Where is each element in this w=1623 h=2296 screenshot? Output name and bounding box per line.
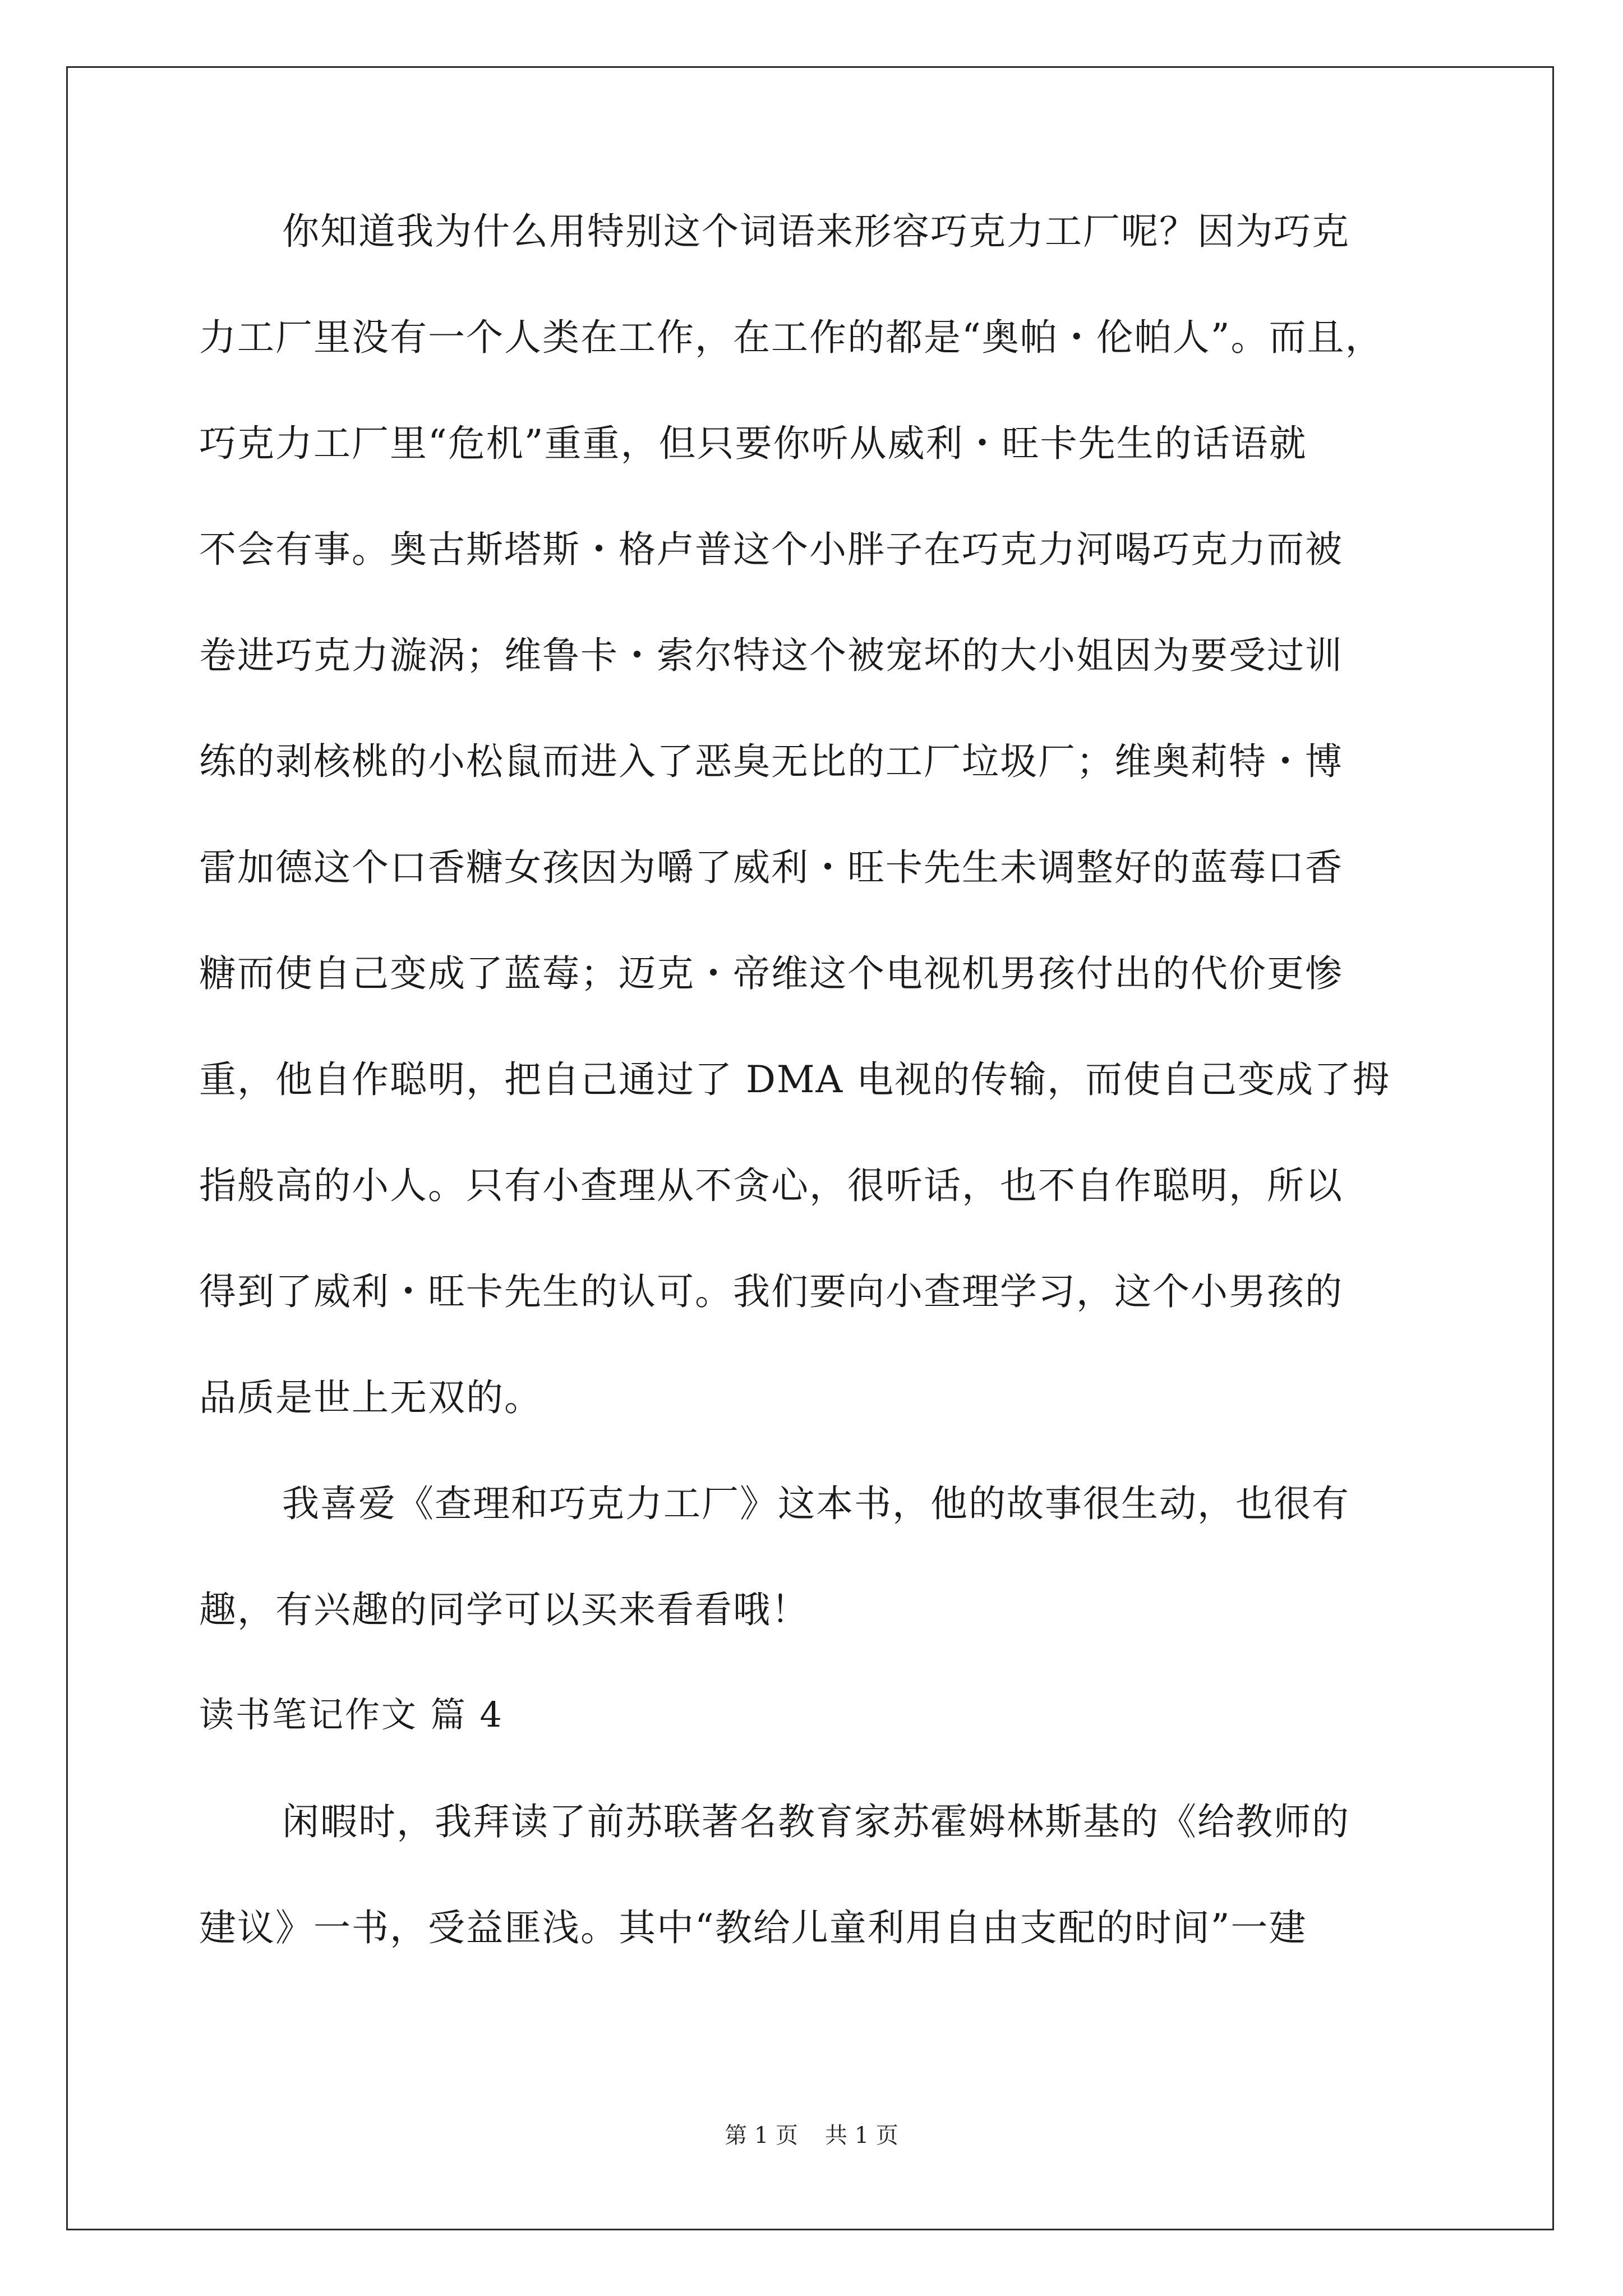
- paragraph-line: 练的剥核桃的小松鼠而进入了恶臭无比的工厂垃圾厂；维奥莉特・博: [199, 740, 1343, 783]
- page-footer: [0, 2118, 1623, 2150]
- section-heading: 读书笔记作文 篇 4: [199, 1694, 504, 1735]
- paragraph-line: 卷进巧克力漩涡；维鲁卡・索尔特这个被宠坏的大小姐因为要受过训: [199, 634, 1343, 677]
- paragraph-line: 你知道我为什么用特别这个词语来形容巧克力工厂呢？因为巧克: [282, 210, 1350, 253]
- paragraph-line: 糖而使自己变成了蓝莓；迈克・帝维这个电视机男孩付出的代价更惨: [199, 952, 1343, 995]
- paragraph-line: 建议》一书，受益匪浅。其中“教给儿童利用自由支配的时间”一建: [199, 1906, 1307, 1949]
- paragraph-line: 巧克力工厂里“危机”重重，但只要你听从威利・旺卡先生的话语就: [199, 422, 1307, 465]
- page-total: 共 1 页: [825, 2123, 898, 2148]
- paragraph-line: 趣，有兴趣的同学可以买来看看哦！: [199, 1588, 809, 1631]
- paragraph-line: 力工厂里没有一个人类在工作，在工作的都是“奥帕・伦帕人”。而且，: [199, 316, 1384, 359]
- paragraph-line: 品质是世上无双的。: [199, 1376, 542, 1419]
- paragraph-line: 得到了威利・旺卡先生的认可。我们要向小查理学习，这个小男孩的: [199, 1270, 1343, 1313]
- paragraph-line: 闲暇时，我拜读了前苏联著名教育家苏霍姆林斯基的《给教师的: [282, 1800, 1350, 1843]
- paragraph-line: 我喜爱《查理和巧克力工厂》这本书，他的故事很生动，也很有: [282, 1482, 1350, 1525]
- page-number: 第 1 页: [725, 2123, 798, 2148]
- paragraph-line: 重，他自作聪明，把自己通过了 DMA 电视的传输，而使自己变成了拇: [199, 1058, 1391, 1101]
- paragraph-line: 雷加德这个口香糖女孩因为嚼了威利・旺卡先生未调整好的蓝莓口香: [199, 846, 1343, 889]
- document-body: [199, 210, 1478, 2016]
- paragraph-line: 不会有事。奥古斯塔斯・格卢普这个小胖子在巧克力河喝巧克力而被: [199, 528, 1343, 571]
- paragraph-line: 指般高的小人。只有小查理从不贪心，很听话，也不自作聪明，所以: [199, 1164, 1343, 1207]
